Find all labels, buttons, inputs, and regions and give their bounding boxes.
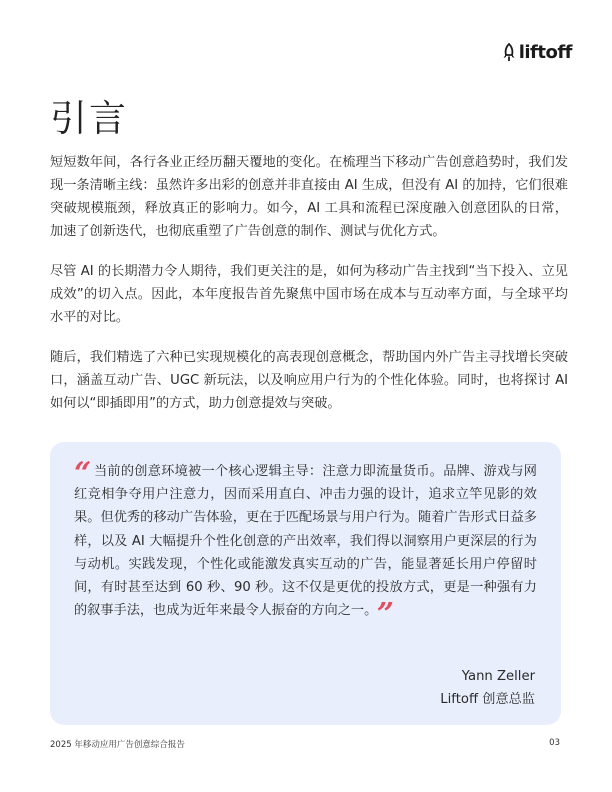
intro-body <box>50 151 568 432</box>
logo-text: liftoff <box>518 42 572 63</box>
page-title: 引言 <box>50 97 128 140</box>
author-title: Liftoff 创意总监 <box>440 692 535 707</box>
quote-body <box>74 456 537 633</box>
liftoff-logo <box>502 42 572 63</box>
rocket-icon <box>502 43 516 63</box>
footer-report-title: 2025 年移动应用广告创意综合报告 <box>50 740 185 750</box>
quote-callout <box>50 442 561 725</box>
quote-text: 当前的创意环境被一个核心逻辑主导：注意力即流量货币。品牌、游戏与网红竞相争夺用户注意力，因而采用直白、冲击力强的设计，追求立竿见影的效果。但优秀的移动广告体验，更在于匹配场景与用户行为。随着广告形式日益多样，以及 AI 大幅提升个性化创意的产出效率，我们得以洞察用户更深层的行为与动机。实践发现，个性化或能激发真实互动的广告，能显著延长用户停留时间，有时甚至达到 60 秒、90 秒。这不仅是更优的投放方式，更是一种强有力的叙事手法，也成为近年来最令人振奋的方向之一。 <box>74 464 537 619</box>
author-name: Yann Zeller <box>461 669 535 684</box>
close-quote-icon: ” <box>376 597 394 633</box>
paragraph-1: 短短数年间，各行各业正经历翻天覆地的变化。在梳理当下移动广告创意趋势时，我们发现一条清晰主线：虽然许多出彩的创意并非直接由 AI 生成，但没有 AI 的加持，它们很难突破规模瓶颈，释放真正的影响力。如今，AI 工具和流程已深度融入创意团队的日常，加速了创新迭代，也彻底重塑了广告创意的制作、测试与优化方式。 <box>50 155 568 239</box>
page-number: 03 <box>549 738 560 748</box>
paragraph-3: 随后，我们精选了六种已实现规模化的高表现创意概念，帮助国内外广告主寻找增长突破口，涵盖互动广告、UGC 新玩法，以及响应用户行为的个性化体验。同时，也将探讨 AI 如何以“即插即用”的方式，助力创意提效与突破。 <box>50 350 568 411</box>
paragraph-2: 尽管 AI 的长期潜力令人期待，我们更关注的是，如何为移动广告主找到“当下投入、立见成效”的切入点。因此，本年度报告首先聚焦中国市场在成本与互动率方面，与全球平均水平的对比。 <box>50 264 568 325</box>
open-quote-icon: “ <box>74 456 92 491</box>
quote-attribution <box>440 665 535 711</box>
